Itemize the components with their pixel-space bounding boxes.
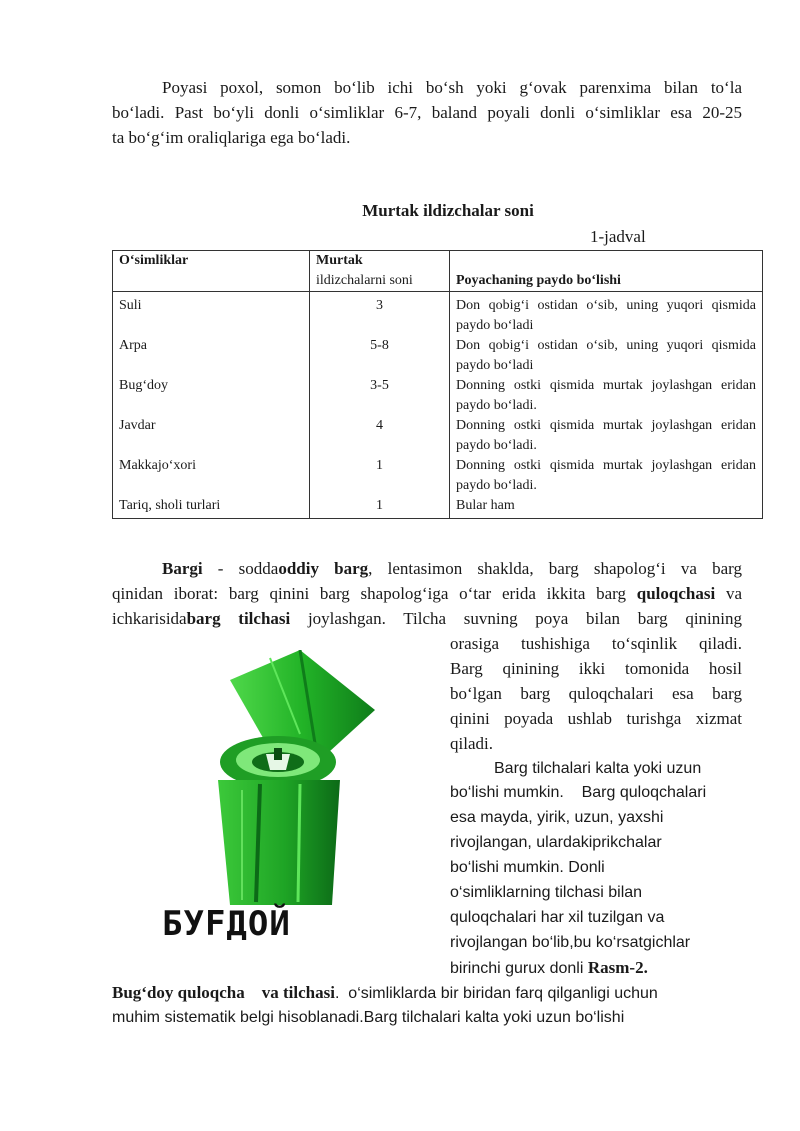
cell-count: 1 <box>310 496 450 519</box>
cell-plant: Bug‘doy <box>113 376 310 416</box>
para2-line-2: bo‘lishi mumkin. Barg quloqchalari <box>450 784 707 801</box>
cell-count: 5-8 <box>310 336 450 376</box>
cell-origin: Donning ostki qismida murtak joylashgan eridan paydo bo‘ladi. <box>450 376 763 416</box>
para2-line-9: birinchi gurux donli Rasm-2. <box>450 958 648 977</box>
para2-line-1: Barg tilchalari kalta yoki uzun <box>494 760 702 777</box>
header-root-count: Murtak ildizchalarni soni <box>310 251 450 292</box>
caption-line: Bug‘doy quloqcha va tilchasi. o‘simliklarda bir biridan farq qilganligi uchun <box>112 983 658 1002</box>
table-header-row <box>113 251 763 292</box>
right-line-4: qinini poyada ushlab turishga xizmat <box>450 709 742 728</box>
cell-count: 1 <box>310 456 450 496</box>
table-row <box>113 416 763 456</box>
cell-plant: Suli <box>113 292 310 337</box>
final-line: muhim sistematik belgi hisoblanadi.Barg tilchalari kalta yoki uzun bo‘lishi <box>112 1009 625 1026</box>
cell-origin: Bular ham <box>450 496 763 519</box>
para2-line-6: o‘simliklarning tilchasi bilan <box>450 884 643 901</box>
cell-plant: Arpa <box>113 336 310 376</box>
right-line-1: orasiga tushishiga to‘sqinlik qiladi. <box>450 634 742 653</box>
figure-label: БУFДОЙ <box>162 904 291 940</box>
table-row <box>113 496 763 519</box>
para2-line-5: bo‘lishi mumkin. Donli <box>450 859 605 876</box>
right-line-3: bo‘lgan barg quloqchalari esa barg <box>450 684 742 703</box>
wheat-leaf-figure <box>150 650 390 940</box>
cell-count: 4 <box>310 416 450 456</box>
wheat-leaf-illustration <box>150 650 390 940</box>
cell-count: 3 <box>310 292 450 337</box>
body-line-3: ichkarisidabarg tilchasi joylashgan. Tilcha suvning poya bilan barg qinining <box>112 609 742 628</box>
right-line-2: Barg qinining ikki tomonida hosil <box>450 659 742 678</box>
para2-line-8: rivojlangan bo‘lib,bu ko‘rsatgichlar <box>450 934 691 951</box>
para2-line-3: esa mayda, yirik, uzun, yaxshi <box>450 809 664 826</box>
header-plants: O‘simliklar <box>113 251 310 292</box>
right-line-5: qiladi. <box>450 734 493 753</box>
root-count-table <box>112 250 763 519</box>
table-label: 1-jadval <box>590 227 646 246</box>
table-title: Murtak ildizchalar soni <box>362 201 534 220</box>
table-row <box>113 336 763 376</box>
header-origin: Poyachaning paydo bo‘lishi <box>450 251 763 292</box>
cell-plant: Makkajo‘xori <box>113 456 310 496</box>
para2-line-4: rivojlangan, ulardakiprikchalar <box>450 834 662 851</box>
cell-origin: Donning ostki qismida murtak joylashgan eridan paydo bo‘ladi. <box>450 456 763 496</box>
body-line-2: qinidan iborat: barg qinini barg shapolog‘iga o‘tar erida ikkita barg quloqchasi va <box>112 584 742 603</box>
cell-count: 3-5 <box>310 376 450 416</box>
table-row <box>113 456 763 496</box>
para2-line-7: quloqchalari har xil tuzilgan va <box>450 909 665 926</box>
cell-origin: Donning ostki qismida murtak joylashgan eridan paydo bo‘ladi. <box>450 416 763 456</box>
intro-line-2: bo‘ladi. Past bo‘yli donli o‘simliklar 6-7, baland poyali donli o‘simliklar esa 20-25 <box>112 103 742 122</box>
table-row <box>113 292 763 337</box>
table-row <box>113 376 763 416</box>
cell-origin: Don qobig‘i ostidan o‘sib, uning yuqori qismida paydo bo‘ladi <box>450 292 763 337</box>
intro-line-3: ta bo‘g‘im oraliqlariga ega bo‘ladi. <box>112 128 351 147</box>
body-line-1: Bargi - soddaoddiy barg, lentasimon shaklda, barg shapolog‘i va barg <box>162 559 742 578</box>
intro-line-1: Poyasi poxol, somon bo‘lib ichi bo‘sh yoki g‘ovak parenxima bilan to‘la <box>162 78 742 97</box>
cell-origin: Don qobig‘i ostidan o‘sib, uning yuqori qismida paydo bo‘ladi <box>450 336 763 376</box>
cell-plant: Tariq, sholi turlari <box>113 496 310 519</box>
cell-plant: Javdar <box>113 416 310 456</box>
